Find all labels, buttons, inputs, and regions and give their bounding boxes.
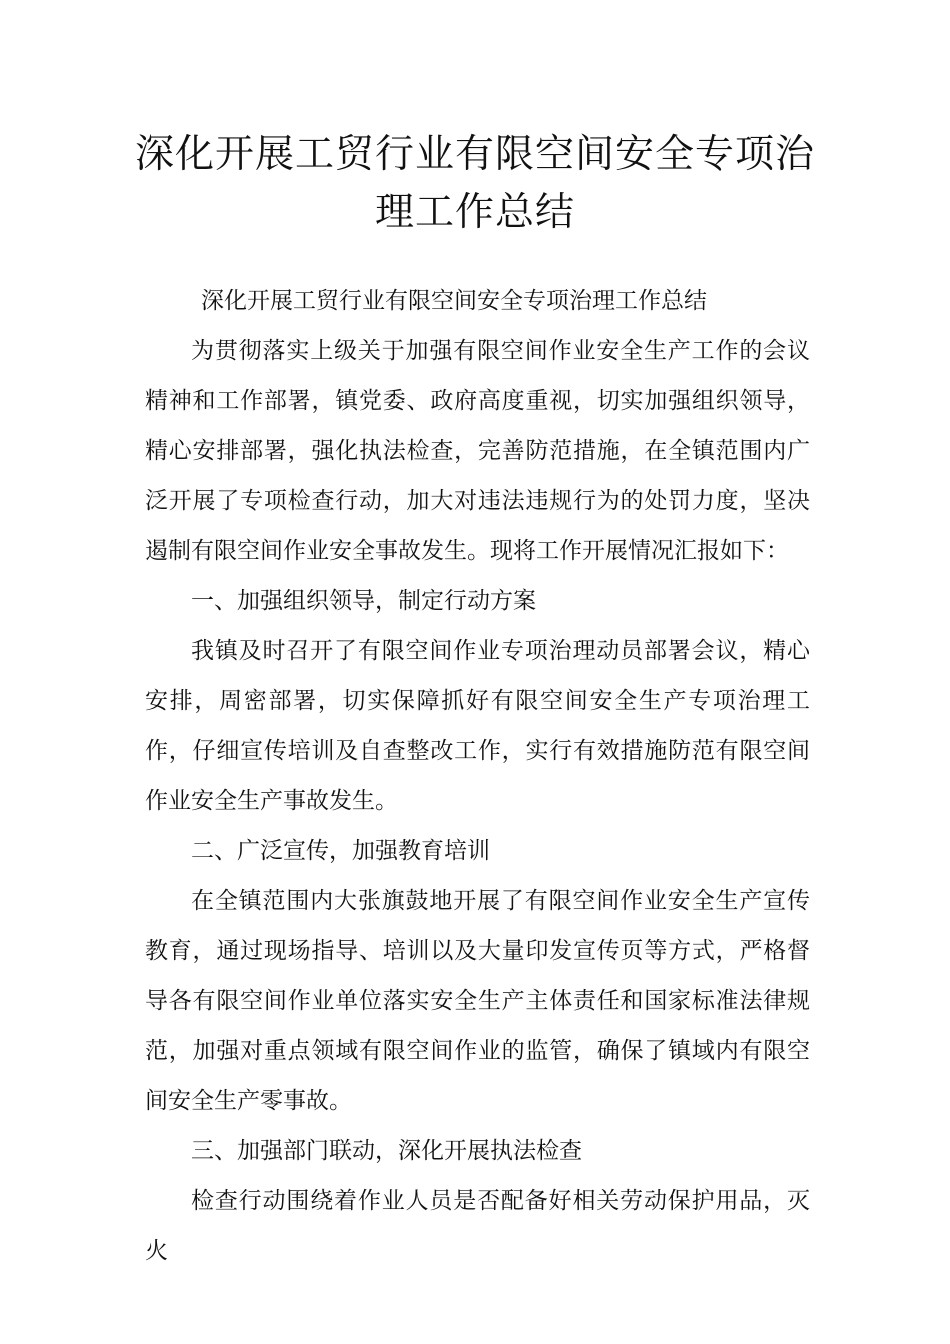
document-body	[145, 276, 810, 1276]
section-body-1: 我镇及时召开了有限空间作业专项治理动员部署会议，精心安排，周密部署，切实保障抓好有限空间安全生产专项治理工作，仔细宣传培训及自查整改工作，实行有效措施防范有限空间作业安全生产事故发生。	[145, 638, 810, 814]
section-heading-2: 二、广泛宣传，加强教育培训	[191, 838, 490, 864]
section-body-2: 在全镇范围内大张旗鼓地开展了有限空间作业安全生产宣传教育，通过现场指导、培训以及大量印发宣传页等方式，严格督导各有限空间作业单位落实安全生产主体责任和国家标准法律规范，加强对重点领域有限空间作业的监管，确保了镇域内有限空间安全生产零事故。	[145, 888, 810, 1114]
intro-paragraph: 为贯彻落实上级关于加强有限空间作业安全生产工作的会议精神和工作部署，镇党委、政府高度重视，切实加强组织领导，精心安排部署，强化执法检查，完善防范措施，在全镇范围内广泛开展了专项检查行动，加大对违法违规行为的处罚力度，坚决遏制有限空间作业安全事故发生。现将工作开展情况汇报如下：	[145, 338, 810, 564]
section-body-3: 检查行动围绕着作业人员是否配备好相关劳动保护用品，灭火	[145, 1188, 810, 1264]
section-heading-1: 一、加强组织领导，制定行动方案	[191, 588, 536, 614]
document-subtitle: 深化开展工贸行业有限空间安全专项治理工作总结	[201, 288, 707, 314]
section-heading-3: 三、加强部门联动，深化开展执法检查	[191, 1138, 582, 1164]
document-title: 深化开展工贸行业有限空间安全专项治理工作总结	[134, 132, 815, 235]
